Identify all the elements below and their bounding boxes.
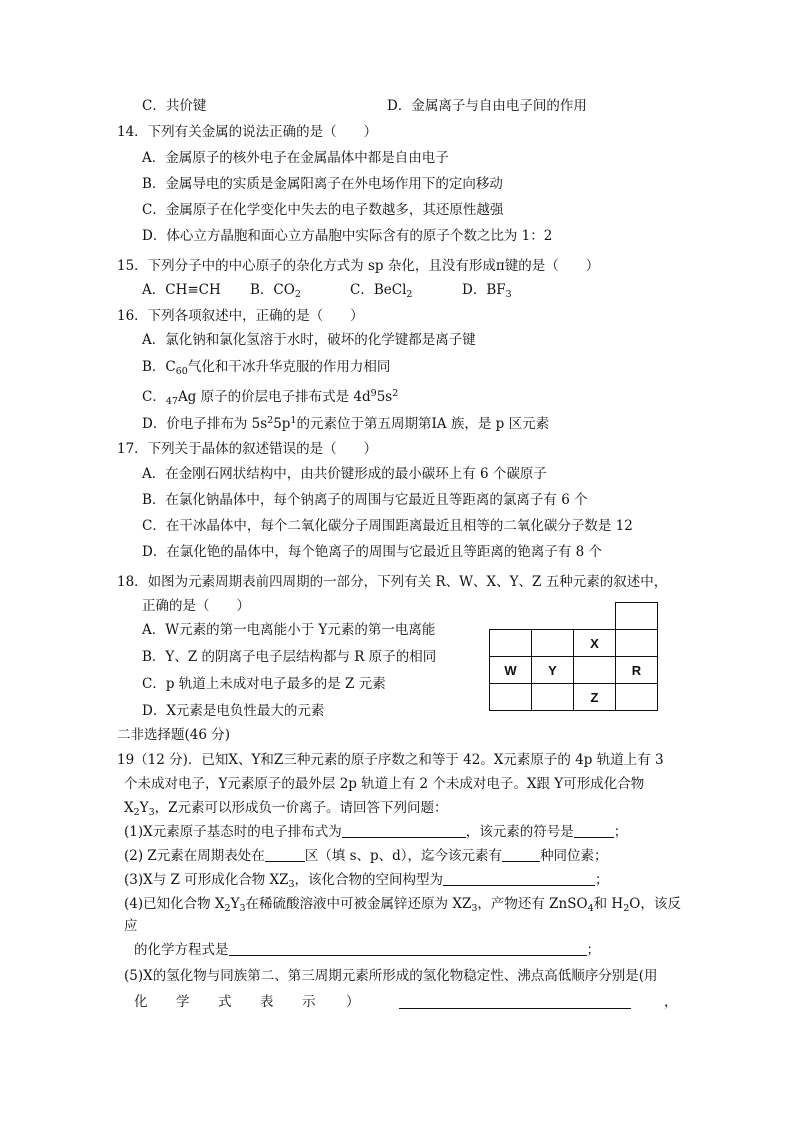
q17-option-b: B．在氯化钠晶体中，每个钠离子的周围与它最近且等距离的氯离子有 6 个 (142, 492, 588, 508)
q19-part5-char-5: 示 (302, 994, 316, 1010)
q16-stem: 16．下列各项叙述中，正确的是（ ） (117, 308, 364, 324)
answer-blank[interactable] (399, 994, 631, 1009)
answer-blank[interactable] (574, 823, 614, 838)
q18-stem-cont: 正确的是（ ） (142, 598, 250, 614)
q17-option-d: D．在氯化铯的晶体中，每个铯离子的周围与它最近且等距离的铯离子有 8 个 (142, 544, 602, 560)
answer-blank[interactable] (265, 847, 305, 862)
q15-stem: 15．下列分子中的中心原子的杂化方式为 sp 杂化，且没有形成π键的是（ ） (117, 258, 600, 274)
cell (616, 684, 658, 711)
cell (574, 657, 616, 684)
q17-stem: 17．下列关于晶体的叙述错误的是（ ） (117, 441, 378, 457)
q18-option-c: C．p 轨道上未成对电子最多的是 Z 元素 (142, 676, 386, 692)
q13-option-d: D．金属离子与自由电子间的作用 (387, 98, 587, 114)
q16-option-a: A．氯化钠和氯化氢溶于水时，破坏的化学键都是离子键 (142, 332, 476, 348)
q19-part5-end: ， (664, 994, 678, 1010)
cell (490, 630, 532, 657)
q19-part3: (3)X与 Z 可形成化合物 $XZ_3$，该化合物的空间构型为 ； (124, 872, 609, 890)
answer-blank[interactable] (342, 823, 466, 838)
q19-part5-char-1: 化 (134, 994, 148, 1010)
q17-option-a: A．在金刚石网状结构中，由共价键形成的最小碳环上有 6 个碳原子 (142, 466, 547, 482)
periodic-table-fragment (489, 602, 658, 711)
q19-part5-char-3: 式 (218, 994, 232, 1010)
q14-option-b: B．金属导电的实质是金属阳离子在外电场作用下的定向移动 (142, 176, 503, 192)
q19-stem-line3: $X_2Y_3$，Z元素可以形成负一价离子。请回答下列问题： (124, 800, 448, 818)
q19-part5-char-6: ） (346, 994, 360, 1010)
q18-option-b: B．Y、Z 的阴离子电子层结构都与 R 原子的相同 (142, 649, 437, 665)
q17-option-c: C．在干冰晶体中，每个二氧化碳分子周围距离最近且相等的二氧化碳分子数是 12 (142, 518, 633, 534)
q19-part4: (4)已知化合物 $X_2Y_3$在稀硫酸溶液中可被金属锌还原为 $XZ_3$，产物还有 ZnSO$_4$和 $H_2O$，该反 (124, 896, 681, 914)
q19-stem-line1: 19（12 分)．已知X、Y和Z三种元素的原子序数之和等于 42。X元素原子的 4p 轨道上有 3 (117, 752, 664, 768)
cell-r: R (616, 657, 658, 684)
q18-option-d: D．X元素是电负性最大的元素 (142, 703, 325, 719)
answer-blank[interactable] (502, 847, 540, 862)
q16-option-b: B．$C_{60}$气化和干冰升华克服的作用力相同 (142, 359, 391, 377)
q15-option-b: B．$CO_2$ (250, 282, 301, 300)
q19-part5-char-4: 表 (260, 994, 274, 1010)
q19-stem-line2: 个未成对电子，Y元素原子的最外层 2p 轨道上有 2 个未成对电子。X跟 Y可形成化合物 (124, 776, 645, 792)
cell (616, 630, 658, 657)
q13-option-c: C．共价键 (142, 98, 207, 114)
q19-part5-char-2: 学 (176, 994, 190, 1010)
q16-option-d: D．价电子排布为 $5s^25p^1$的元素位于第五周期第ⅠA 族，是 p 区元素 (142, 415, 550, 432)
q15-option-a: A．CH≡CH (142, 282, 221, 298)
q19-part5: (5)X的氢化物与同族第二、第三周期元素所形成的氢化物稳定性、沸点高低顺序分别是(用 (124, 968, 658, 984)
section-heading: 二非选择题(46 分) (117, 727, 231, 743)
q14-option-a: A．金属原子的核外电子在金属晶体中都是自由电子 (142, 150, 449, 166)
q19-part2: (2) Z元素在周期表处在 区（填 s、p、d），迄今该元素有 种同位素； (124, 848, 608, 864)
q15-option-d: D．$BF_3$ (462, 282, 512, 300)
q14-option-c: C．金属原子在化学变化中失去的电子数越多，其还原性越强 (142, 202, 504, 218)
cell (490, 684, 532, 711)
cell (532, 630, 574, 657)
q19-part4-equation: 的化学方程式是 ； (134, 942, 600, 958)
cell (532, 684, 574, 711)
answer-blank[interactable] (443, 871, 595, 886)
cell-z: Z (574, 684, 616, 711)
cell-y: Y (532, 657, 574, 684)
answer-blank[interactable] (229, 941, 587, 956)
q18-option-a: A．W元素的第一电离能小于 Y元素的第一电离能 (142, 622, 436, 638)
cell-top-right (616, 603, 658, 630)
q19-part1: (1)X元素原子基态时的电子排布式为 ，该元素的符号是 ； (124, 824, 628, 840)
q18-stem: 18．如图为元素周期表前四周期的一部分，下列有关 R、W、X、Y、Z 五种元素的叙述中， (117, 574, 668, 590)
q19-part4-cont: 应 (124, 918, 138, 934)
cell-w: W (490, 657, 532, 684)
q15-option-c: C．BeCl$_2$ (350, 282, 413, 300)
cell-x: X (574, 630, 616, 657)
q16-option-c: C．$_{47}$Ag 原子的价层电子排布式是 $4d^95s^2$ (142, 388, 399, 407)
q14-stem: 14．下列有关金属的说法正确的是（ ） (117, 124, 378, 140)
q14-option-d: D．体心立方晶胞和面心立方晶胞中实际含有的原子个数之比为 1：2 (142, 228, 553, 244)
